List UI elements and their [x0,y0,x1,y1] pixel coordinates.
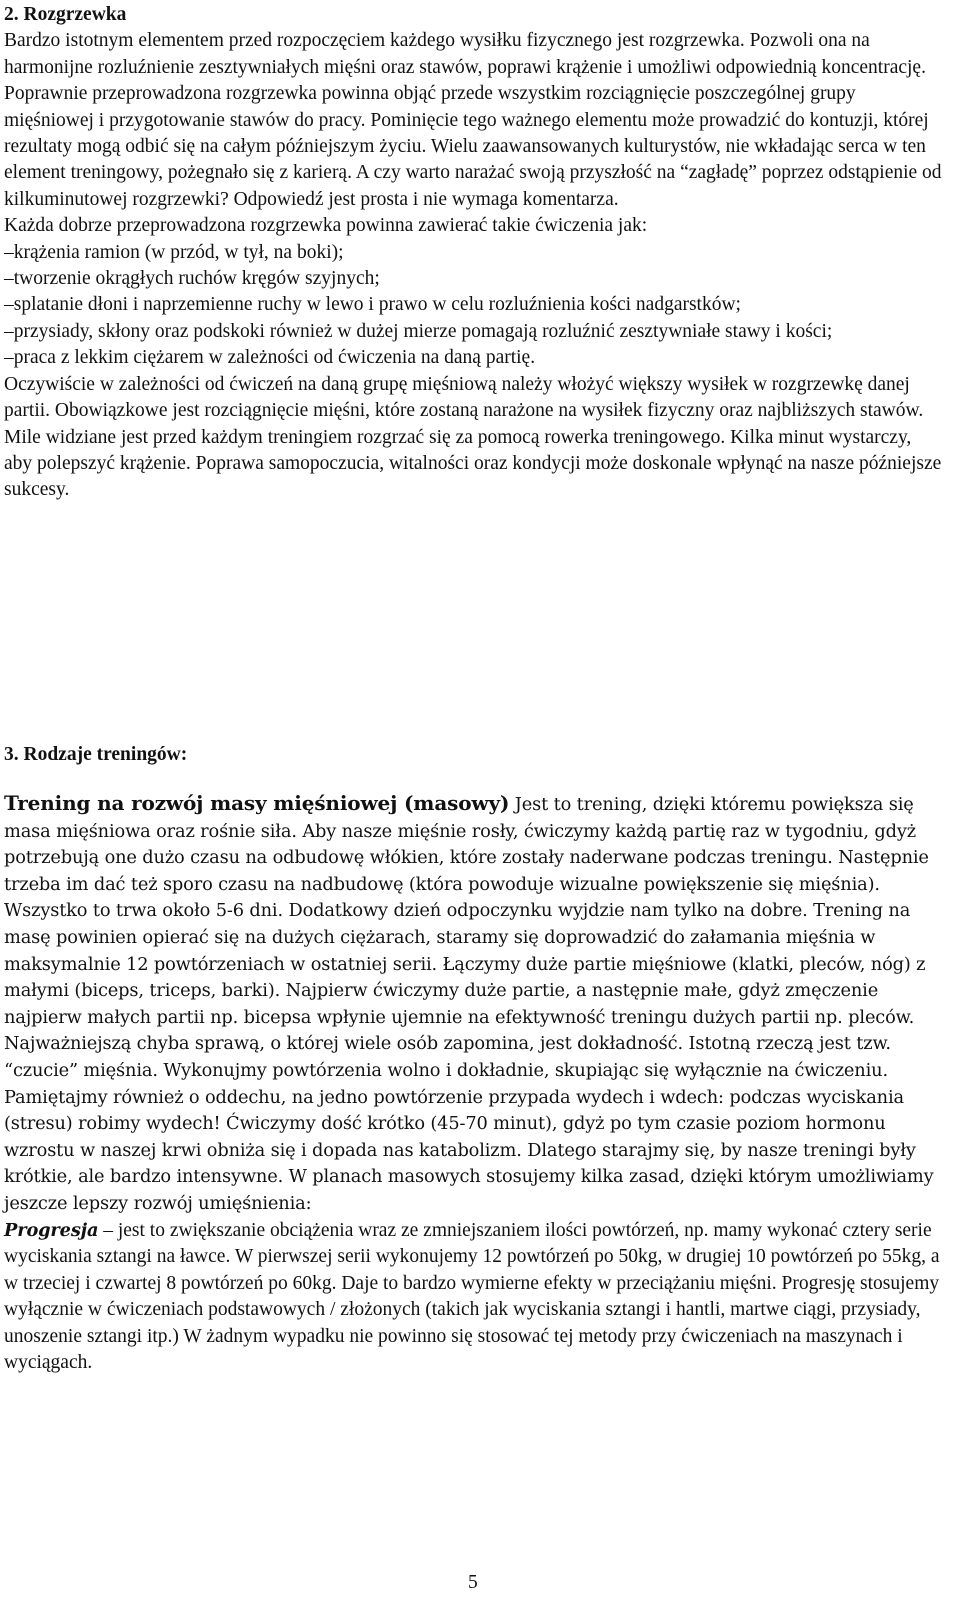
section-heading: 3. Rodzaje treningów: [4,744,188,765]
list-item: –splatanie dłoni i naprzemienne ruchy w lewo i prawo w celu rozluźnienia kości nadgarstków; [4,294,741,316]
paragraph: Bardzo istotnym elementem przed rozpoczęciem każdego wysiłku fizycznego jest rozgrzewka. Pozwoli ona na harmonijne rozluźnienie zesztywniałych mięśni oraz stawów, poprawi krążenie i umożliwi odpowiednią koncentrację. Poprawnie przeprowadzona rozgrzewka powinna objąć przede wszystkim rozciągnięcie poszczególnej grupy mięśniowej i przygotowanie stawów do pracy. Pominięcie tego ważnego elementu może prowadzić do kontuzji, której rezultaty mogą odbić się na całym późniejszym życiu. Wielu zaawansowanych kulturystów, nie wkładając serca w ten element treningowy, pożegnało się z karierą. A czy warto narażać swoją przyszłość na “zagładę” poprzez odstąpienie od kilkuminutowej rozgrzewki? Odpowiedź jest prosta i nie wymaga komentarza. [4,30,942,210]
term-progresja: Progresja [4,1219,99,1241]
list-item: –praca z lekkim ciężarem w zależności od ćwiczenia na daną partię. [4,347,536,369]
list-item: –tworzenie okrągłych ruchów kręgów szyjnych; [4,268,380,290]
list-item: –krążenia ramion (w przód, w tył, na boki); [4,241,344,263]
list-item: –przysiady, skłony oraz podskoki również w dużej mierze pomagają rozluźnić zesztywniałe stawy i kości; [4,320,833,342]
lead-term: Trening na rozwój masy mięśniowej (masowy) [4,791,510,815]
section-training-types [4,790,944,1377]
section-heading: 2. Rozgrzewka [4,4,127,25]
list-intro: Każda dobrze przeprowadzona rozgrzewka powinna zawierać takie ćwiczenia jak: [4,215,648,237]
section-warmup [4,2,944,504]
page-number: 5 [468,1572,478,1593]
paragraph: Oczywiście w zależności od ćwiczeń na daną grupę mięśniową należy włożyć większy wysiłek w rozgrzewkę danej partii. Obowiązkowe jest rozciągnięcie mięśni, które zostaną narażone na wysiłek fizyczny oraz najbliższych stawów. Mile widziane jest przed każdym treningiem rozgrzać się za pomocą rowerka treningowego. Kilka minut wystarczy, aby polepszyć krążenie. Poprawa samopoczucia, witalności oraz kondycji może doskonale wpłynąć na nasze późniejsze sukcesy. [4,373,942,501]
paragraph: Jest to trening, dzięki któremu powiększa się masa mięśniowa oraz rośnie siła. Aby nasze mięśnie rosły, ćwiczymy każdą partię raz w tygodniu, gdyż potrzebują one dużo czasu na odbudowę włókien, które zostały naderwane podczas treningu. Następnie trzeba im dać też sporo czasu na nadbudowę (która powoduje wizualne powiększenie się mięśnia). Wszystko to trwa około 5-6 dni. Dodatkowy dzień odpoczynku wyjdzie nam tylko na dobre. Trening na masę powinien opierać się na dużych ciężarach, staramy się doprowadzić do załamania mięśnia w maksymalnie 12 powtórzeniach w ostatniej serii. Łączymy duże partie mięśniowe (klatki, pleców, nóg) z małymi (biceps, triceps, barki). Najpierw ćwiczymy duże partie, a następnie małe, gdyż zmęczenie najpierw małych partii np. bicepsa wpłynie ujemnie na efektywność treningu dużych partii np. pleców. Najważniejszą chyba sprawą, o której wiele osób zapomina, jest dokładność. Istotną rzeczą jest tzw. “czucie” mięśnia. Wykonujmy powtórzenia wolno i dokładnie, skupiając się wyłącznie na ćwiczeniu. Pamiętajmy również o oddechu, na jedno powtórzenie przypada wydech i wdech: podczas wyciskania (stresu) robimy wydech! Ćwiczymy dość krótko (45-70 minut), gdyż po tym czasie poziom hormonu wzrostu w naszej krwi obniża się i dopada nas katabolizm. Dlatego starajmy się, by nasze treningi były krótkie, ale bardzo intensywne. W planach masowych stosujemy kilka zasad, dzięki którym umożliwiamy jeszcze lepszy rozwój umięśnienia: [4,794,934,1214]
paragraph: – jest to zwiększanie obciążenia wraz ze zmniejszaniem ilości powtórzeń, np. mamy wykonać cztery serie wyciskania sztangi na ławce. W pierwszej serii wykonujemy 12 powtórzeń po 50kg, w drugiej 10 powtórzeń po 55kg, a w trzeciej i czwartej 8 powtórzeń po 60kg. Daje to bardzo wymierne efekty w przeciążaniu mięśni. Progresję stosujemy wyłącznie w ćwiczeniach podstawowych / złożonych (takich jak wyciskania sztangi i hantli, martwe ciągi, przysiady, unoszenie sztangi itp.) W żadnym wypadku nie powinno się stosować tej metody przy ćwiczeniach na maszynach i wyciągach. [4,1219,940,1374]
